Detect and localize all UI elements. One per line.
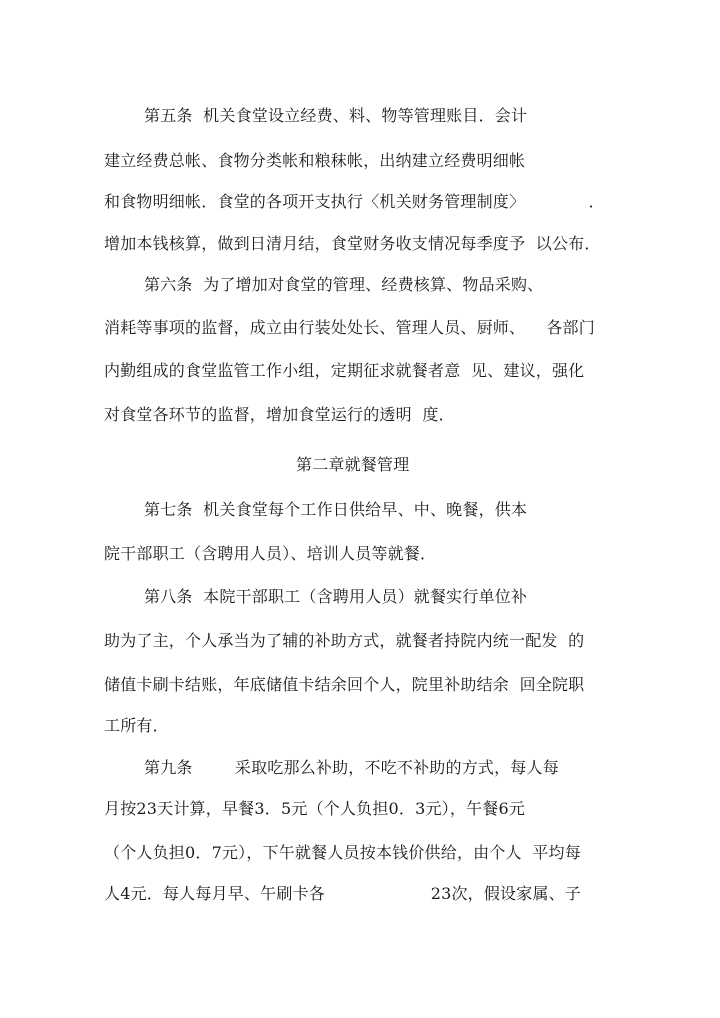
article-8-line-3: 储值卡刷卡结账，年底储值卡结余回个人，院里补助结余 回全院职 [104, 675, 585, 694]
article-6-line-1: 第六条 为了增加对食堂的管理、经费核算、物品采购、 [144, 275, 544, 294]
article-6-line-3: 内勤组成的食堂监管工作小组，定期征求就餐者意 见、建议，强化 [104, 361, 585, 380]
article-5-line-1: 第五条 机关食堂设立经费、料、物等管理账目．会计 [144, 106, 528, 125]
article-5-line-3: 和食物明细帐．食堂的各项开支执行〈机关财务管理制度〉 ． [104, 192, 605, 211]
article-6-line-4: 对食堂各环节的监督，增加食堂运行的透明 度． [104, 405, 455, 424]
article-8-line-2: 助为了主，个人承当为了辅的补助方式，就餐者持院内统一配发 的 [104, 631, 585, 650]
article-7-line-2: 院干部职工（含聘用人员）、培训人员等就餐． [104, 544, 437, 563]
article-7-line-1: 第七条 机关食堂每个工作日供给早、中、晚餐，供本 [144, 500, 528, 519]
article-6-line-2: 消耗等事项的监督，成立由行装处处长、管理人员、厨师、 各部门 [104, 318, 595, 337]
chapter-2-heading: 第二章就餐管理 [296, 455, 410, 474]
article-8-line-4: 工所有． [104, 716, 169, 735]
article-9-line-4: 人4元．每人每月早、午刷卡各 23次，假设家属、子 [104, 884, 582, 903]
article-8-line-1: 第八条 本院干部职工（含聘用人员）就餐实行单位补 [144, 587, 528, 606]
article-9-line-3: （个人负担0．7元），下午就餐人员按本钱价供给，由个人 平均每 [104, 843, 581, 862]
article-5-line-2: 建立经费总帐、食物分类帐和粮秣帐，出纳建立经费明细帐 [104, 151, 526, 170]
article-5-line-4: 增加本钱核算，做到日清月结，食堂财务收支情况每季度予 以公布． [104, 234, 601, 253]
article-9-line-2: 月按23天计算，早餐3．5元（个人负担0．3元），午餐6元 [104, 799, 526, 818]
article-9-line-1: 第九条 采取吃那么补助，不吃不补助的方式，每人每 [144, 758, 559, 777]
